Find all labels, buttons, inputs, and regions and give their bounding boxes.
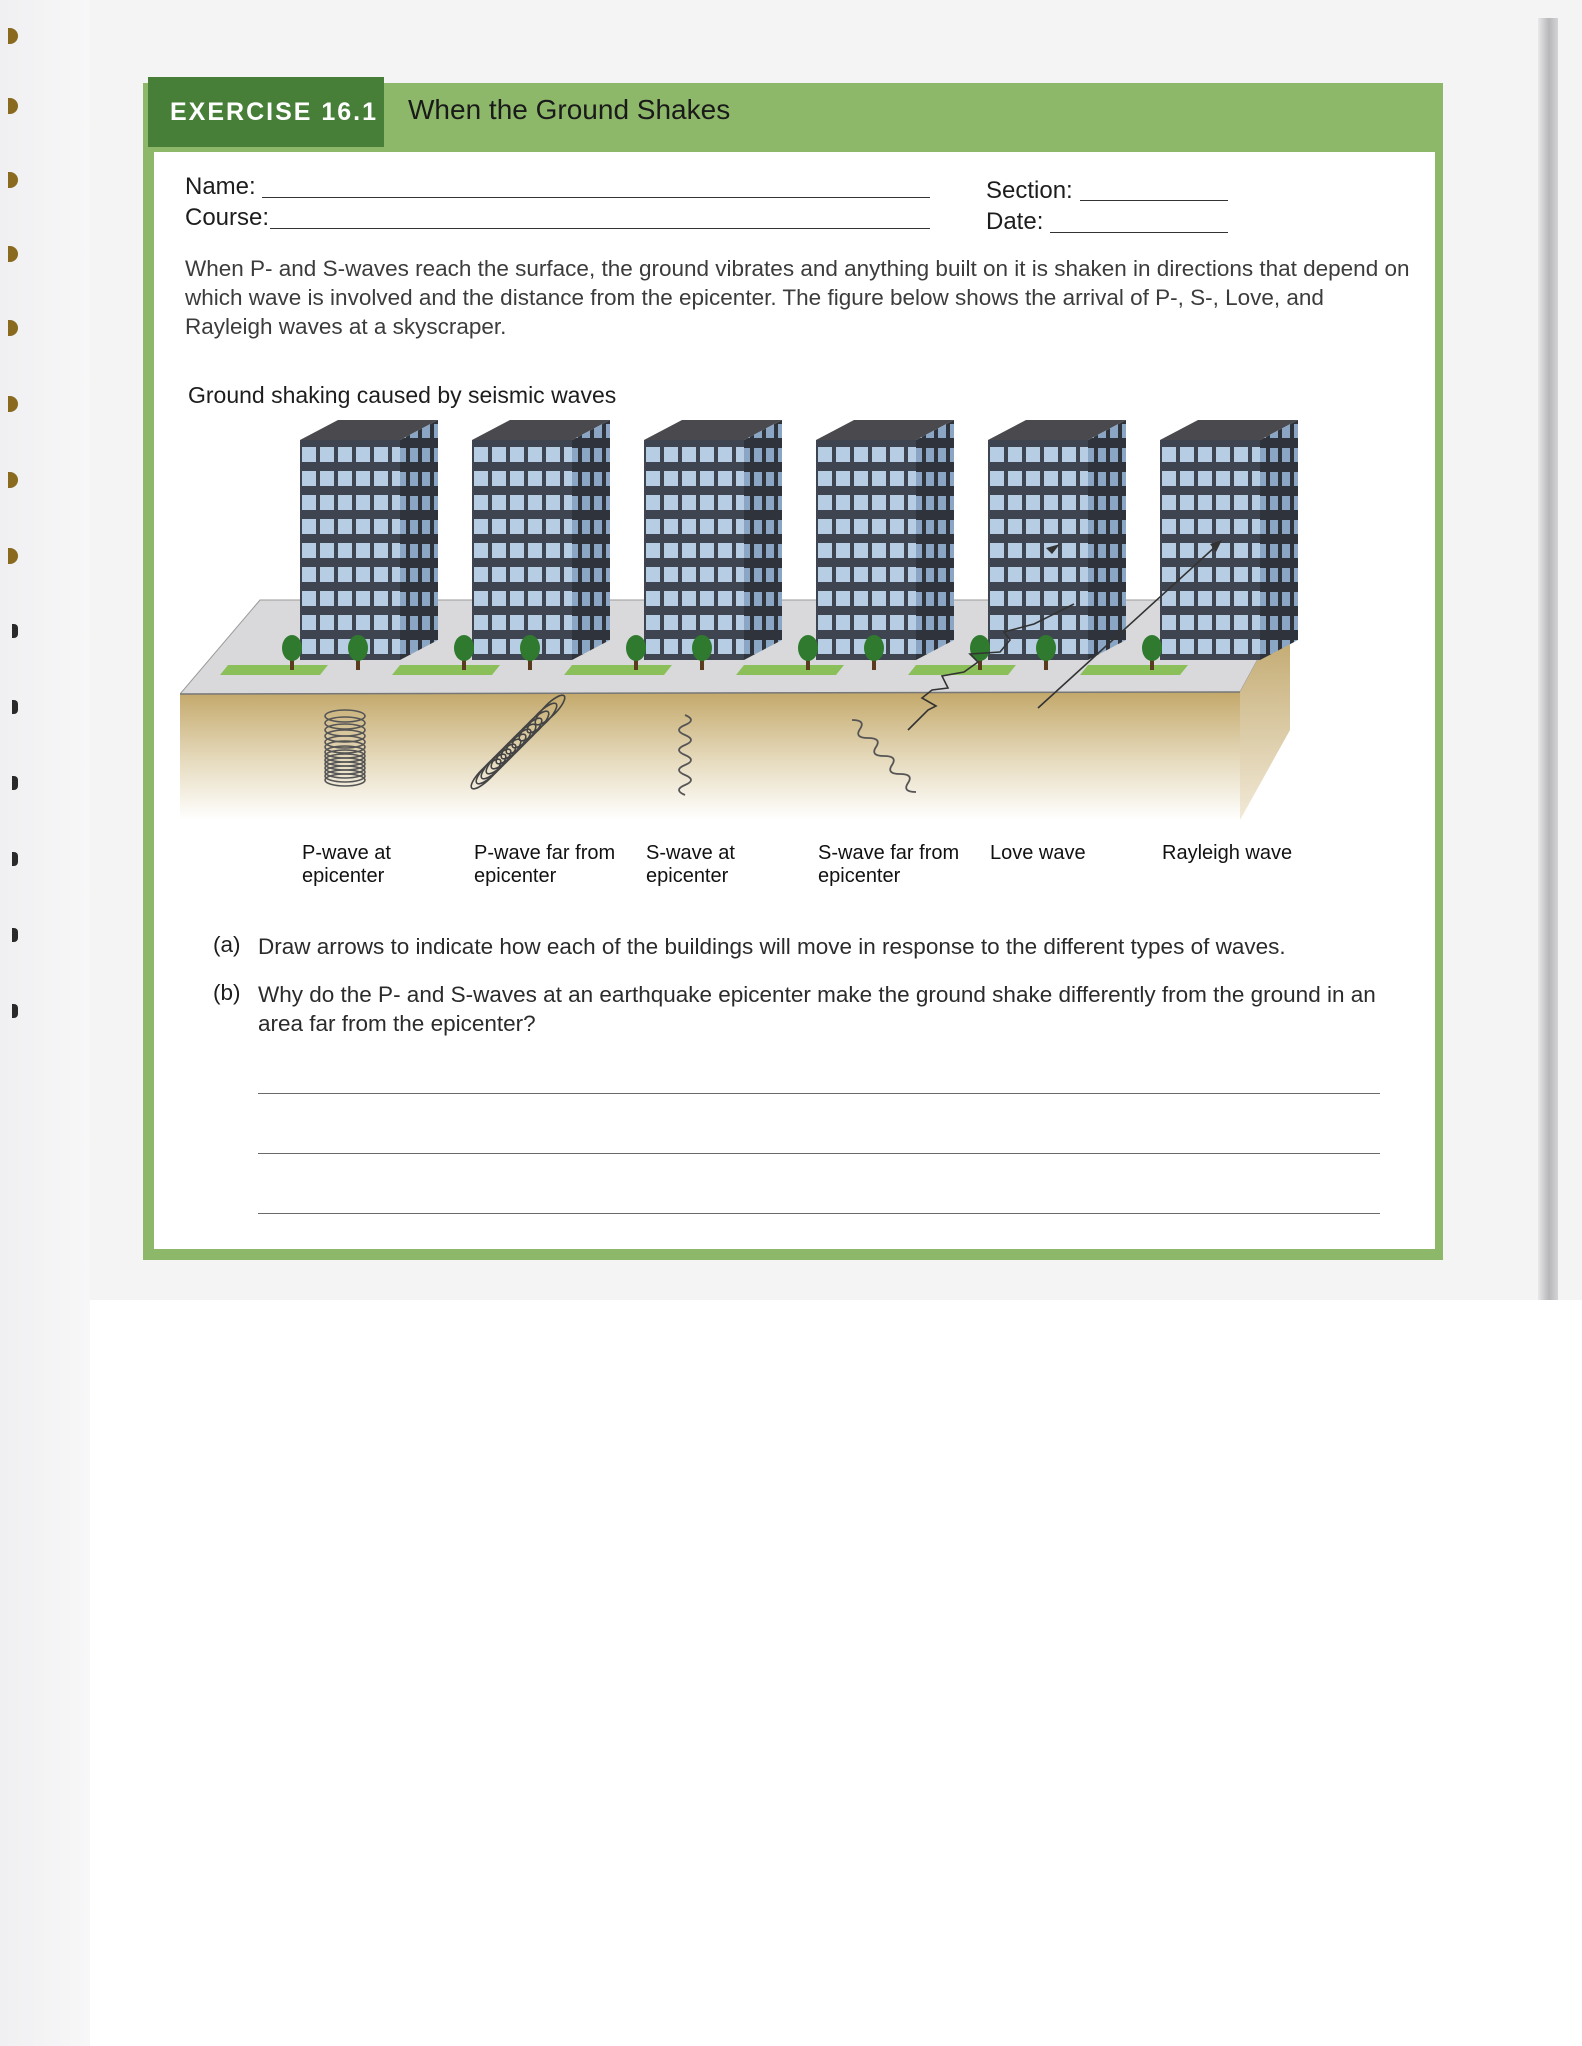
exercise-number: EXERCISE 16.1 [148,77,384,147]
panel-label-p-epicenter [302,842,462,888]
building-2 [472,420,610,660]
panel-label-line: P-wave far from [474,842,616,864]
binding-hole [12,852,18,866]
panel-label-line: Rayleigh wave [1162,842,1293,864]
panel-label-p-far [474,842,634,888]
building-5 [988,420,1126,660]
question-b-letter: (b) [213,980,241,1005]
figure-title: Ground shaking caused by seismic waves [188,382,617,408]
answer-line[interactable] [258,1213,1380,1214]
binding-hole [12,700,18,714]
panel-label-line: epicenter [818,865,901,887]
date-label: Date: [986,208,1044,235]
course-field[interactable] [270,228,930,229]
panel-label-rayleigh [1162,842,1322,865]
building-6 [1160,420,1298,660]
section-label: Section: [986,177,1073,204]
binding-hole [12,928,18,942]
exercise-title: When the Ground Shakes [408,94,731,125]
question-a-letter: (a) [213,932,241,957]
seismic-figure [180,420,1300,820]
intro-paragraph: When P- and S-waves reach the surface, the ground vibrates and anything built on it is shaken in directions that depend on which wave is involved and the distance from the epicenter. The figure below shows the arrival of P-, S-, Love, and Rayleigh waves at a skyscraper. [185,256,1410,339]
answer-line[interactable] [258,1153,1380,1154]
panel-label-line: S-wave at [646,842,735,864]
building-1 [300,420,438,660]
page-left-margin [0,0,90,2046]
building-3 [644,420,782,660]
panel-label-love [990,842,1150,865]
question-b-text: Why do the P- and S-waves at an earthquake epicenter make the ground shake differently from the ground in an area far from the epicenter? [258,982,1376,1036]
name-field[interactable] [262,197,930,198]
ground-cross-section [180,692,1240,820]
panel-label-line: epicenter [302,865,385,887]
panel-label-s-far [818,842,978,888]
page-edge-shadow [1538,18,1558,1300]
panel-label-line: epicenter [474,865,557,887]
panel-label-s-epicenter [646,842,806,888]
binding-hole [12,776,18,790]
question-a-text: Draw arrows to indicate how each of the buildings will move in response to the different types of waves. [258,934,1286,959]
course-label: Course: [185,204,270,231]
panel-label-line: P-wave at [302,842,391,864]
blank-page-area [90,1300,1582,2046]
name-label: Name: [185,173,256,200]
answer-line[interactable] [258,1093,1380,1094]
binding-hole [12,624,18,638]
building-4 [816,420,954,660]
date-field[interactable] [1050,232,1228,233]
panel-label-line: epicenter [646,865,729,887]
binding-hole [12,1004,18,1018]
section-field[interactable] [1080,200,1228,201]
panel-label-line: S-wave far from [818,842,960,864]
panel-label-line: Love wave [990,842,1086,864]
